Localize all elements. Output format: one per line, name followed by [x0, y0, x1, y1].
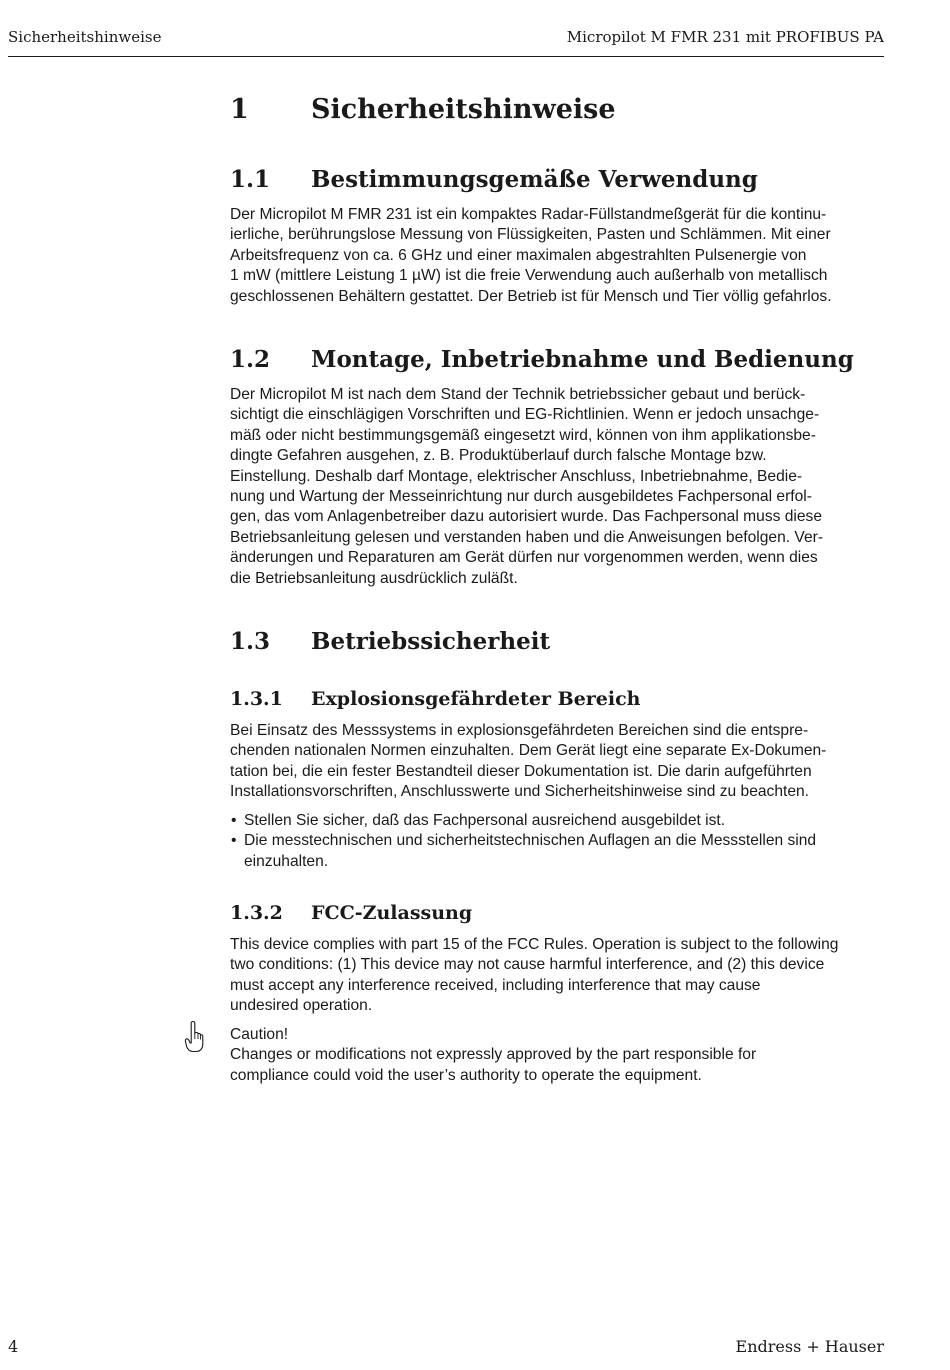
section-1-3-1-heading	[230, 688, 830, 714]
section-1-3-1-number: 1.3.1	[230, 688, 283, 710]
section-1-1-title: Bestimmungsgemäße Verwendung	[311, 166, 758, 193]
running-header-section: Sicherheitshinweise	[8, 28, 162, 46]
text-line: tation bei, die ein fester Bestandteil dieser Dokumentation ist. Die darin aufgeführten	[230, 762, 812, 780]
bullet-icon: •	[231, 812, 237, 829]
text-line: undesired operation.	[230, 997, 373, 1015]
text-line: sichtigt die einschlägigen Vorschriften und EG-Richtlinien. Wenn er jedoch unsachge-	[230, 406, 820, 424]
section-1-3-number: 1.3	[230, 628, 271, 655]
caution-title: Caution!	[230, 1026, 289, 1043]
text-line: Die messtechnischen und sicherheitstechnischen Auflagen an die Messstellen sind	[244, 832, 817, 850]
text-line: Der Micropilot M FMR 231 ist ein kompaktes Radar-Füllstandmeßgerät für die kontinu-	[230, 206, 827, 223]
text-line: compliance could void the user’s authority to operate the equipment.	[230, 1066, 702, 1084]
section-1-3-2-title: FCC-Zulassung	[311, 902, 473, 924]
text-line: Einstellung. Deshalb darf Montage, elektrischer Anschluss, Inbetriebnahme, Bedie-	[230, 467, 803, 485]
text-line: Bei Einsatz des Messsystems in explosionsgefährdeten Bereichen sind die entspre-	[230, 722, 809, 739]
section-1-3-2-heading	[230, 902, 830, 928]
text-line: Betriebsanleitung gelesen und verstanden haben und die Anweisungen befolgen. Ver-	[230, 528, 824, 546]
section-1-3-2-number: 1.3.2	[230, 902, 283, 924]
list-item	[230, 831, 890, 872]
text-line: chenden nationalen Normen einzuhalten. Dem Gerät liegt eine separate Ex-Dokumen-	[230, 742, 827, 760]
section-1-1-heading	[230, 166, 830, 196]
page-number: 4	[8, 1337, 19, 1356]
section-1-3-1-title: Explosionsgefährdeter Bereich	[311, 688, 641, 710]
brand-footer: Endress + Hauser	[735, 1337, 884, 1356]
text-line: Changes or modifications not expressly approved by the part responsible for	[230, 1046, 757, 1064]
chapter-number: 1	[230, 94, 249, 125]
caution-note	[230, 1025, 890, 1086]
section-1-3-1-bullet-list	[230, 811, 890, 872]
section-1-3-heading	[230, 628, 830, 658]
section-1-2-heading	[230, 346, 870, 376]
text-line: must accept any interference received, including interference that may cause	[230, 976, 761, 994]
running-header	[8, 28, 884, 50]
section-1-2-paragraph	[230, 385, 890, 589]
list-item	[230, 811, 890, 831]
text-line: Arbeitsfrequenz von ca. 6 GHz und einer maximalen abgestrahlten Pulsenergie von	[230, 246, 807, 264]
text-line: two conditions: (1) This device may not cause harmful interference, and (2) this device	[230, 956, 825, 974]
section-1-2-title: Montage, Inbetriebnahme und Bedienung	[311, 346, 854, 373]
pointing-hand-icon	[183, 1020, 207, 1054]
text-line: dingte Gefahren ausgehen, z. B. Produktüberlauf durch falsche Montage bzw.	[230, 447, 767, 465]
section-1-3-1-paragraph	[230, 721, 890, 803]
text-line: die Betriebsanleitung ausdrücklich zuläßt.	[230, 569, 518, 587]
section-1-3-2-paragraph	[230, 935, 890, 1017]
text-line: änderungen und Reparaturen am Gerät dürfen nur vorgenommen werden, wenn dies	[230, 549, 818, 567]
text-line: gen, das vom Anlagenbetreiber dazu autorisiert wurde. Das Fachpersonal muss diese	[230, 508, 823, 526]
bullet-icon: •	[231, 832, 237, 850]
text-line: geschlossenen Behältern gestattet. Der Betrieb ist für Mensch und Tier völlig gefahrlos.	[230, 287, 832, 305]
chapter-title: Sicherheitshinweise	[311, 94, 616, 125]
text-line: mäß oder nicht bestimmungsgemäß eingesetzt wird, können von ihm applikationsbe-	[230, 426, 816, 444]
text-line: Der Micropilot M ist nach dem Stand der Technik betriebssicher gebaut und berück-	[230, 386, 806, 403]
text-line: Stellen Sie sicher, daß das Fachpersonal ausreichend ausgebildet ist.	[244, 812, 726, 829]
header-rule	[8, 56, 884, 57]
text-line: This device complies with part 15 of the FCC Rules. Operation is subject to the following	[230, 936, 839, 953]
text-line: einzuhalten.	[244, 852, 329, 870]
chapter-heading	[230, 94, 830, 128]
text-line: Installationsvorschriften, Anschlusswerte und Sicherheitshinweise sind zu beachten.	[230, 783, 810, 801]
text-line: nung und Wartung der Messeinrichtung nur durch ausgebildetes Fachpersonal erfol-	[230, 488, 812, 506]
section-1-1-number: 1.1	[230, 166, 271, 193]
text-line: ierliche, berührungslose Messung von Flüssigkeiten, Pasten und Schlämmen. Mit einer	[230, 226, 831, 244]
section-1-2-number: 1.2	[230, 346, 271, 373]
section-1-3-title: Betriebssicherheit	[311, 628, 551, 655]
text-line: 1 mW (mittlere Leistung 1 µW) ist die freie Verwendung auch außerhalb von metallisch	[230, 267, 828, 285]
running-header-product: Micropilot M FMR 231 mit PROFIBUS PA	[566, 28, 884, 46]
section-1-1-paragraph	[230, 205, 890, 307]
